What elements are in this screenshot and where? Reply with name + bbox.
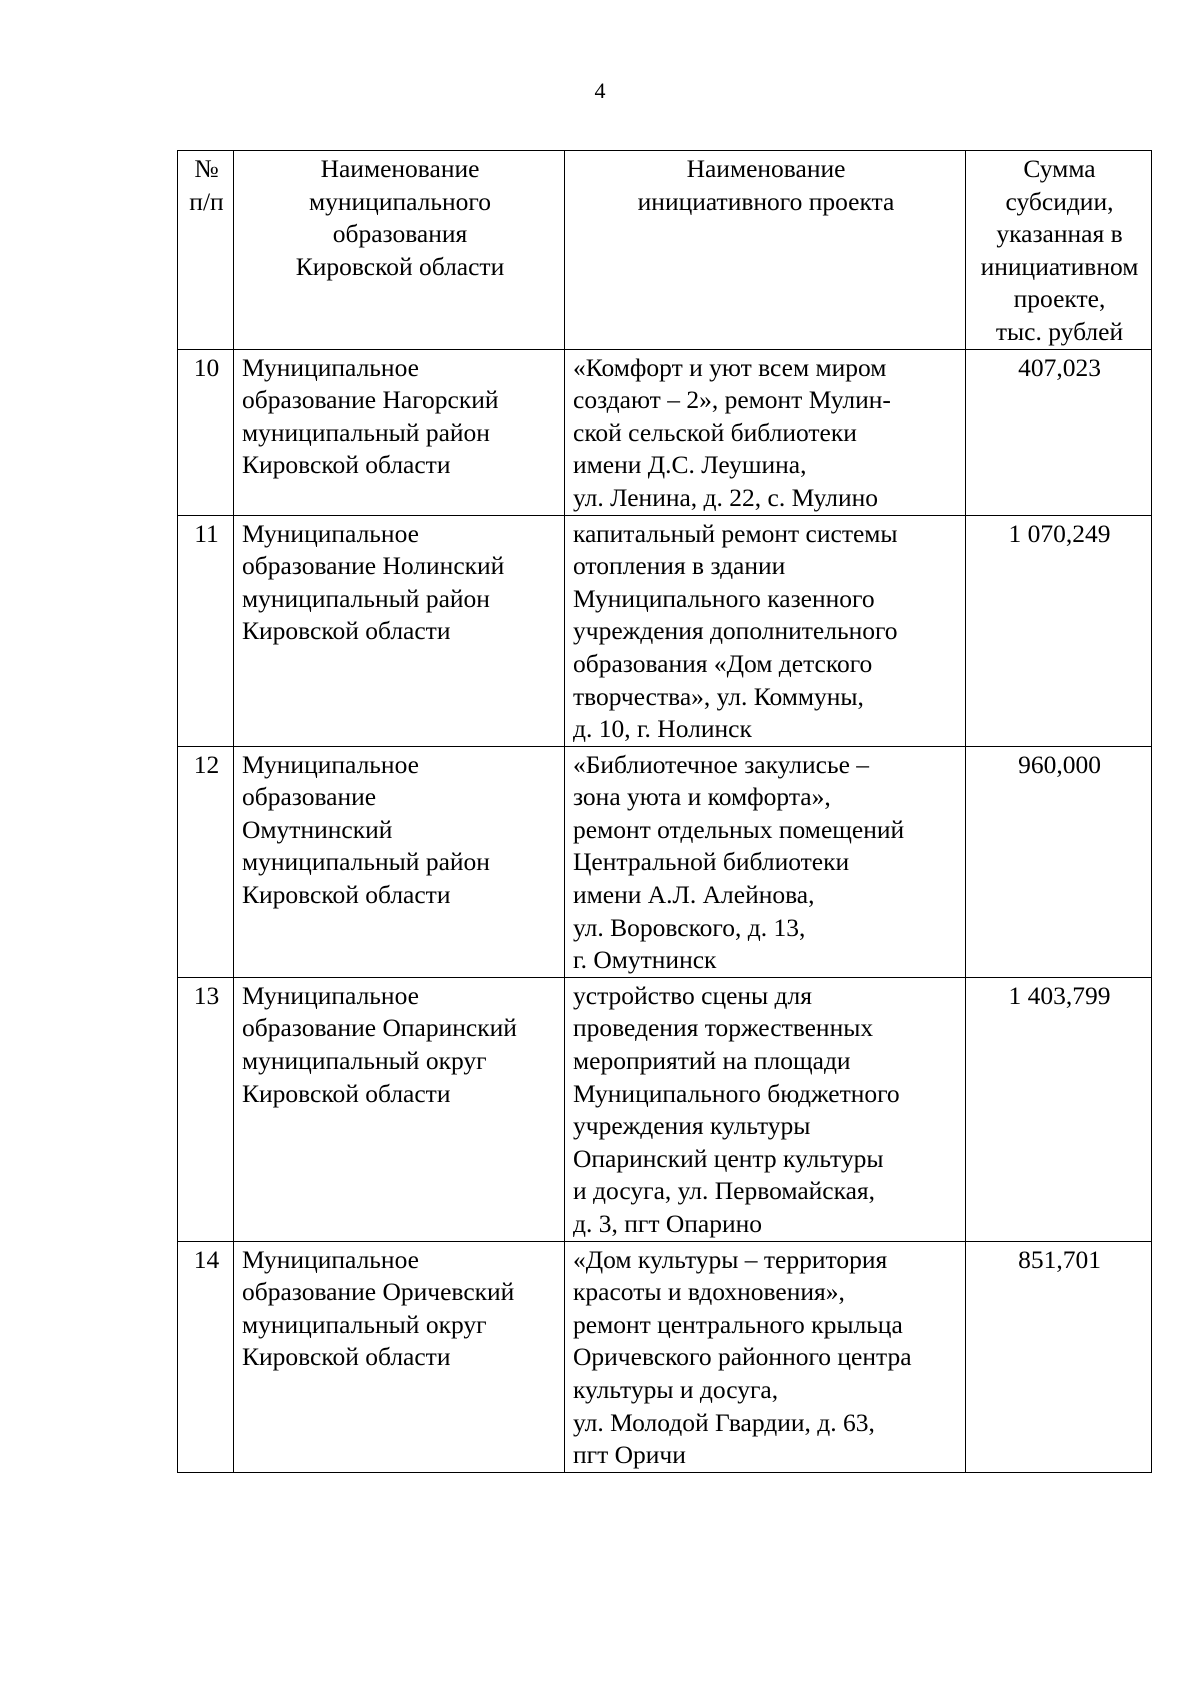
municipality-line: Кировской области [242,450,451,480]
project-line: творчества», ул. Коммуны, [573,681,864,711]
project-line: учреждения дополнительного [573,616,898,646]
project-line: устройство сцены для [573,980,812,1010]
municipality-line: образование Нолинский [242,551,505,581]
table-row [178,349,1152,515]
project-line: Муниципального казенного [573,583,875,613]
row-amount: 1 403,799 [966,977,1152,1241]
header-amount [966,151,1152,350]
project-line: учреждения культуры [573,1111,811,1141]
header-line: инициативном [980,251,1139,281]
header-line: проекте, [1013,284,1106,314]
row-amount: 407,023 [966,349,1152,515]
project-line: г. Омутнинск [573,945,717,975]
project-line: «Дом культуры – территория [573,1244,888,1274]
project-line: д. 10, г. Нолинск [573,714,752,744]
project-line: имени А.Л. Алейнова, [573,880,815,910]
header-line: субсидии, [1005,186,1114,216]
header-line: Наименование [320,154,480,183]
municipality-line: Муниципальное [242,352,419,382]
municipality-line: Кировской области [242,880,451,910]
table-row [178,977,1152,1241]
municipality-line: образование Нагорский [242,385,499,415]
project-line: зона уюта и комфорта», [573,782,831,812]
municipality-line: муниципальный округ [242,1046,487,1076]
row-number: 12 [178,746,234,977]
row-amount: 960,000 [966,746,1152,977]
row-municipality [234,1241,565,1472]
project-line: имени Д.С. Леушина, [573,450,807,480]
project-line: «Библиотечное закулисье – [573,749,870,779]
row-number: 10 [178,349,234,515]
municipality-line: муниципальный район [242,847,490,877]
row-number: 14 [178,1241,234,1472]
project-line: отопления в здании [573,551,786,581]
row-municipality [234,746,565,977]
municipality-line: образование Оричевский [242,1277,515,1307]
table-row [178,746,1152,977]
project-line: Опаринский центр культуры [573,1143,884,1173]
municipality-line: Кировской области [242,616,451,646]
header-number [178,151,234,350]
row-project [565,349,966,515]
header-line: № [194,154,219,183]
municipality-line: Кировской области [242,1342,451,1372]
header-project [565,151,966,350]
project-line: капитальный ремонт системы [573,518,898,548]
row-project [565,746,966,977]
project-line: пгт Оричи [573,1440,686,1470]
project-line: ул. Воровского, д. 13, [573,912,806,942]
row-municipality [234,349,565,515]
municipality-line: Муниципальное [242,980,419,1010]
row-number: 13 [178,977,234,1241]
header-line: Кировской области [295,251,505,281]
municipality-line: Муниципальное [242,749,419,779]
table-header-row [178,151,1152,350]
header-line: тыс. рублей [995,316,1124,346]
project-line: культуры и досуга, [573,1374,779,1404]
municipality-line: Муниципальное [242,1244,419,1274]
header-line: муниципального [309,186,491,216]
municipality-line: Муниципальное [242,518,419,548]
row-project [565,1241,966,1472]
table-row [178,515,1152,746]
project-line: Оричевского районного центра [573,1342,912,1372]
row-number: 11 [178,515,234,746]
project-line: ремонт центрального крыльца [573,1309,903,1339]
project-line: Муниципального бюджетного [573,1078,900,1108]
project-line: ул. Ленина, д. 22, с. Мулино [573,482,879,512]
municipality-line: Омутнинский [242,814,393,844]
project-line: проведения торжественных [573,1013,874,1043]
project-line: «Комфорт и уют всем миром [573,352,887,382]
project-line: ской сельской библиотеки [573,417,857,447]
page-number: 4 [594,78,606,103]
municipality-line: муниципальный район [242,583,490,613]
project-line: красоты и вдохновения», [573,1277,845,1307]
header-line: Сумма [1023,154,1096,183]
project-line: мероприятий на площади [573,1046,851,1076]
header-municipality [234,151,565,350]
row-municipality [234,977,565,1241]
header-line: п/п [189,186,224,216]
municipality-line: муниципальный округ [242,1309,487,1339]
project-line: ул. Молодой Гвардии, д. 63, [573,1407,875,1437]
project-line: образования «Дом детского [573,648,873,678]
project-line: Центральной библиотеки [573,847,850,877]
row-municipality [234,515,565,746]
project-line: ремонт отдельных помещений [573,814,905,844]
row-amount: 851,701 [966,1241,1152,1472]
project-line: создают – 2», ремонт Мулин- [573,385,891,415]
header-line: Наименование [686,154,846,183]
subsidy-table [177,150,1152,1473]
municipality-line: Кировской области [242,1078,451,1108]
row-project [565,977,966,1241]
table-row [178,1241,1152,1472]
municipality-line: муниципальный район [242,417,490,447]
header-line: инициативного проекта [637,186,895,216]
row-project [565,515,966,746]
project-line: и досуга, ул. Первомайская, [573,1176,876,1206]
row-amount: 1 070,249 [966,515,1152,746]
project-line: д. 3, пгт Опарино [573,1209,763,1238]
header-line: образования [332,219,468,249]
municipality-line: образование Опаринский [242,1013,517,1043]
header-line: указанная в [996,219,1123,249]
municipality-line: образование [242,782,377,812]
